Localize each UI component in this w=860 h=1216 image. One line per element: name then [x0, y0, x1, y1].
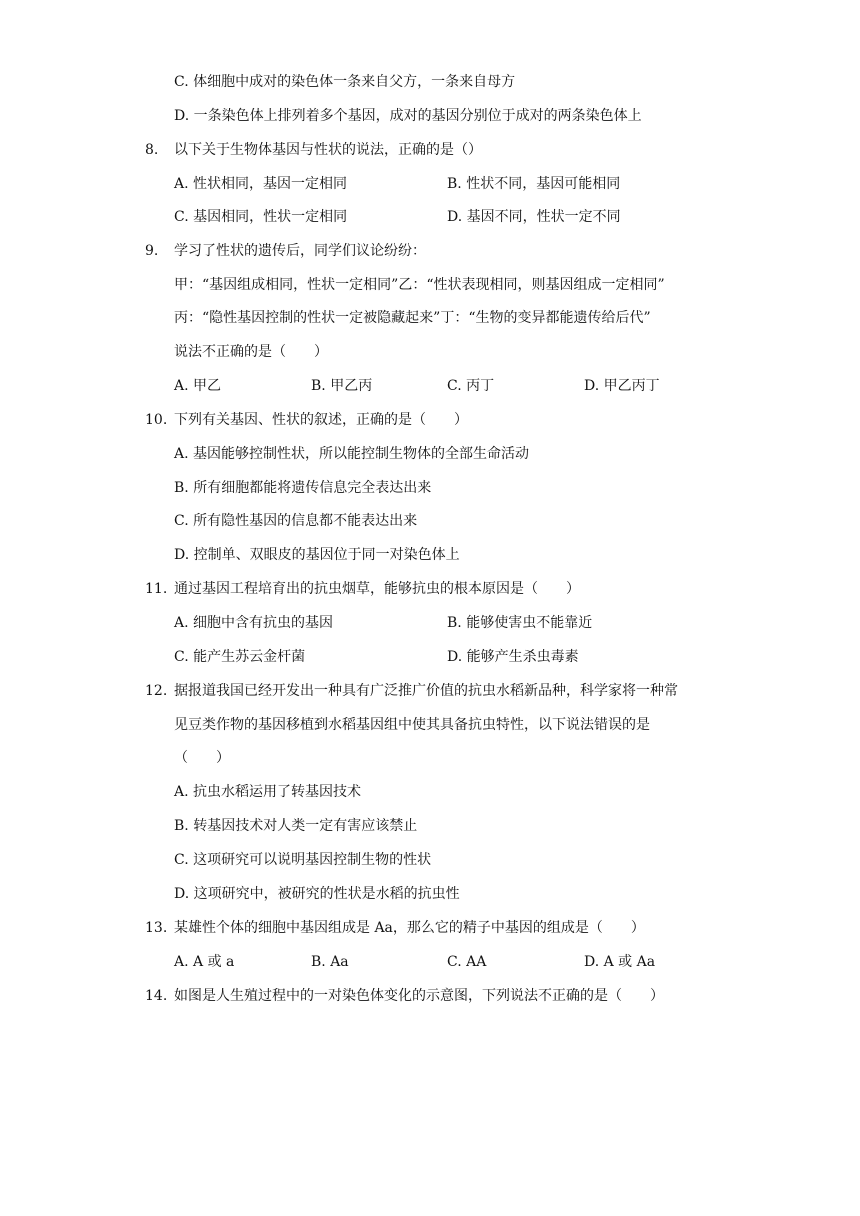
q12-stem-line-2: 见豆类作物的基因移植到水稻基因组中使其具备抗虫特性，以下说法错误的是: [174, 717, 650, 733]
q8-stem: 以下关于生物体基因与性状的说法，正确的是（）: [174, 142, 482, 158]
q10-number: 10.: [145, 412, 168, 428]
q12-option-c: C. 这项研究可以说明基因控制生物的性状: [174, 852, 432, 868]
q11-option-d: D. 能够产生杀虫毒素: [447, 649, 579, 665]
q11-option-a: A. 细胞中含有抗虫的基因: [174, 615, 334, 631]
q7-option-c: C. 体细胞中成对的染色体一条来自父方，一条来自母方: [174, 74, 516, 90]
q13-number: 13.: [145, 920, 168, 936]
q12-stem-line-3: （ ）: [174, 750, 230, 766]
q8-option-b: B. 性状不同，基因可能相同: [447, 176, 621, 192]
q13-option-d: D. A 或 Aa: [584, 954, 656, 970]
q13-stem: 某雄性个体的细胞中基因组成是 Aa，那么它的精子中基因的组成是（ ）: [174, 920, 645, 936]
q8-option-d: D. 基因不同，性状一定不同: [447, 209, 621, 225]
q9-question: 说法不正确的是（ ）: [174, 344, 328, 360]
q11-stem: 通过基因工程培育出的抗虫烟草，能够抗虫的根本原因是（ ）: [174, 581, 580, 597]
q11-option-b: B. 能够使害虫不能靠近: [447, 615, 593, 631]
q10-option-d: D. 控制单、双眼皮的基因位于同一对染色体上: [174, 547, 460, 563]
q11-option-c: C. 能产生苏云金杆菌: [174, 649, 306, 665]
q10-option-b: B. 所有细胞都能将遗传信息完全表达出来: [174, 480, 432, 496]
q12-option-a: A. 抗虫水稻运用了转基因技术: [174, 784, 362, 800]
q13-option-b: B. Aa: [311, 954, 349, 970]
q9-option-b: B. 甲乙丙: [311, 378, 373, 394]
q12-option-d: D. 这项研究中，被研究的性状是水稻的抗虫性: [174, 886, 460, 902]
q9-number: 9.: [145, 243, 159, 259]
q8-number: 8.: [145, 142, 159, 158]
q8-option-a: A. 性状相同，基因一定相同: [174, 176, 348, 192]
q13-option-c: C. AA: [447, 954, 487, 970]
q10-stem: 下列有关基因、性状的叙述，正确的是（ ）: [174, 412, 468, 428]
q14-stem: 如图是人生殖过程中的一对染色体变化的示意图，下列说法不正确的是（ ）: [174, 988, 664, 1004]
q8-option-c: C. 基因相同，性状一定相同: [174, 209, 348, 225]
q9-statement-line-2: 丙：“隐性基因控制的性状一定被隐藏起来”丁：“生物的变异都能遗传给后代”: [174, 310, 651, 326]
q11-number: 11.: [145, 581, 168, 597]
q9-statement-line-1: 甲：“基因组成相同，性状一定相同”乙：“性状表现相同，则基因组成一定相同”: [174, 277, 665, 293]
q12-number: 12.: [145, 683, 168, 699]
q14-number: 14.: [145, 988, 168, 1004]
q12-stem-line-1: 据报道我国已经开发出一种具有广泛推广价值的抗虫水稻新品种，科学家将一种常: [174, 683, 678, 699]
q13-option-a: A. A 或 a: [174, 954, 235, 970]
q7-option-d: D. 一条染色体上排列着多个基因，成对的基因分别位于成对的两条染色体上: [174, 108, 642, 124]
q9-stem: 学习了性状的遗传后，同学们议论纷纷：: [174, 243, 426, 259]
q9-option-d: D. 甲乙丙丁: [584, 378, 660, 394]
q10-option-a: A. 基因能够控制性状，所以能控制生物体的全部生命活动: [174, 446, 530, 462]
q10-option-c: C. 所有隐性基因的信息都不能表达出来: [174, 513, 418, 529]
q9-option-a: A. 甲乙: [174, 378, 222, 394]
q12-option-b: B. 转基因技术对人类一定有害应该禁止: [174, 818, 418, 834]
q9-option-c: C. 丙丁: [447, 378, 495, 394]
